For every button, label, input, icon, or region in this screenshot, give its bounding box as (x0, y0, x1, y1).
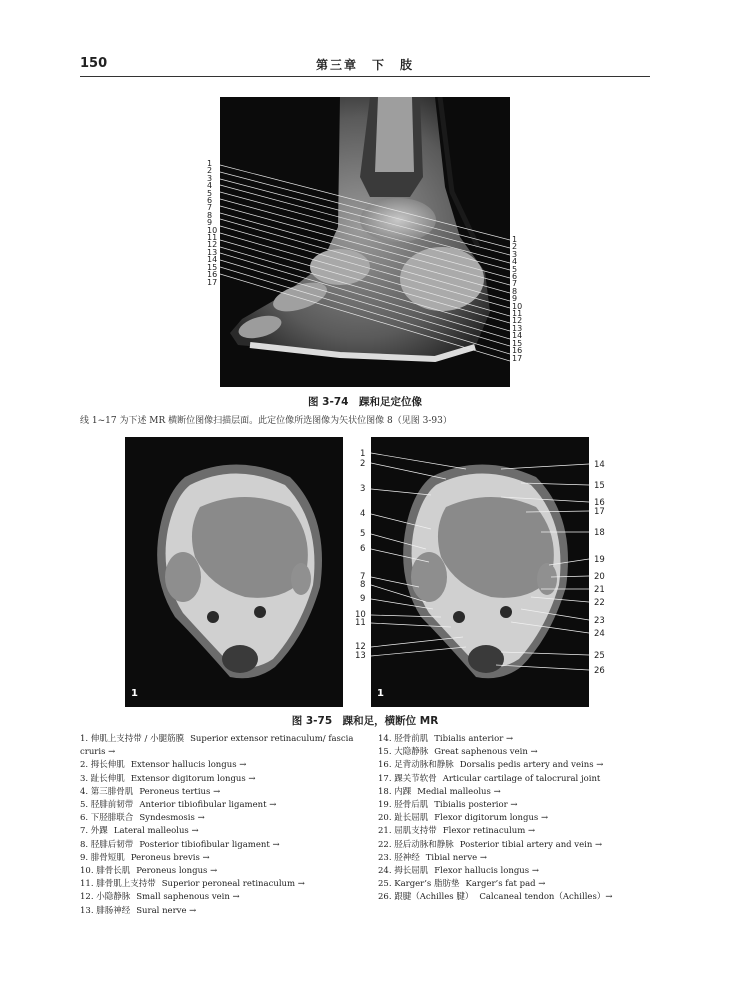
legend-item: 3. 趾长伸肌 Extensor digitorum longus → (80, 773, 256, 784)
legend-item: 5. 胫腓前韧带 Anterior tibiofibular ligament → (80, 800, 277, 811)
legend-item: 24. 拇长屈肌 Flexor hallucis longus → (378, 866, 539, 877)
legend-item: 13. 腓肠神经 Sural nerve → (80, 905, 197, 916)
legend-item: 23. 胫神经 Tibial nerve → (378, 852, 487, 863)
axial-mr-image-plain (125, 437, 343, 707)
legend-item: 12. 小隐静脉 Small saphenous vein → (80, 892, 240, 903)
figure-75-caption: 图 3-75 踝和足，横断位 MR (291, 715, 439, 727)
legend-item: 7. 外踝 Lateral malleolus → (80, 826, 199, 837)
axial-mr-image-annotated (371, 437, 589, 707)
legend-item: 9. 腓骨短肌 Peroneus brevis → (80, 852, 210, 863)
legend-item: 14. 胫骨前肌 Tibialis anterior → (378, 734, 514, 744)
legend-item: 18. 内踝 Medial malleolus → (378, 786, 501, 797)
legend-item: 21. 屈肌支持带 Flexor retinaculum → (378, 826, 536, 837)
legend-item: 6. 下胫腓联合 Syndesmosis → (80, 813, 205, 824)
legend-item: 26. 跟腱（Achilles 腱） Calcaneal tendon（Achilles）→ (378, 892, 613, 903)
legend-item: 19. 胫骨后肌 Tibialis posterior → (378, 800, 518, 811)
legend-item: 22. 胫后动脉和静脉 Posterior tibial artery and vein → (378, 839, 603, 850)
localizer-right-ticks: 1 2 3 4 5 6 7 8 9 10 11 12 13 14 15 16 17 (512, 235, 523, 363)
legend-item: 8. 胫腓后韧带 Posterior tibiofibular ligament → (80, 839, 280, 850)
panel-right-number: 1 (377, 688, 384, 699)
legend-item: 25. Karger’s 脂肪垫 Karger’s fat pad → (378, 879, 546, 890)
legend-item: 15. 大隐静脉 Great saphenous vein → (378, 747, 538, 758)
legend-left-column (80, 733, 365, 918)
sagittal-localizer-image (220, 97, 510, 387)
page-number: 150 (80, 56, 108, 71)
figure-74-caption: 图 3-74 踝和足定位像 (308, 396, 422, 408)
page-header (80, 54, 650, 77)
legend-item: 2. 拇长伸肌 Extensor hallucis longus → (80, 760, 247, 771)
figure-note: 线 1~17 为下述 MR 横断位图像扫描层面。此定位像所选图像为矢状位图像 8（见图 3-93） (80, 416, 452, 426)
chapter-title: 第三章 下 肢 (315, 58, 414, 72)
localizer-left-ticks: 1 2 3 4 5 6 7 8 9 10 11 12 13 14 15 16 17 (207, 159, 218, 287)
legend-item: 20. 趾长屈肌 Flexor digitorum longus → (378, 813, 549, 824)
legend-item: 11. 腓骨肌上支持带 Superior peroneal retinaculum → (80, 879, 305, 890)
legend-item: 1. 伸肌上支持带 / 小腿筋膜 Superior extensor retinaculum/ fascia cruris → (80, 734, 354, 758)
legend-item: 4. 第三腓骨肌 Peroneus tertius → (80, 786, 221, 797)
legend-right-column (378, 733, 658, 905)
panel-left-number: 1 (131, 688, 138, 699)
legend-item: 16. 足背动脉和静脉 Dorsalis pedis artery and veins → (378, 760, 604, 771)
legend-item: 17. 踝关节软骨 Articular cartilage of talocrural joint (378, 773, 601, 784)
legend-item: 10. 腓骨长肌 Peroneus longus → (80, 866, 218, 877)
